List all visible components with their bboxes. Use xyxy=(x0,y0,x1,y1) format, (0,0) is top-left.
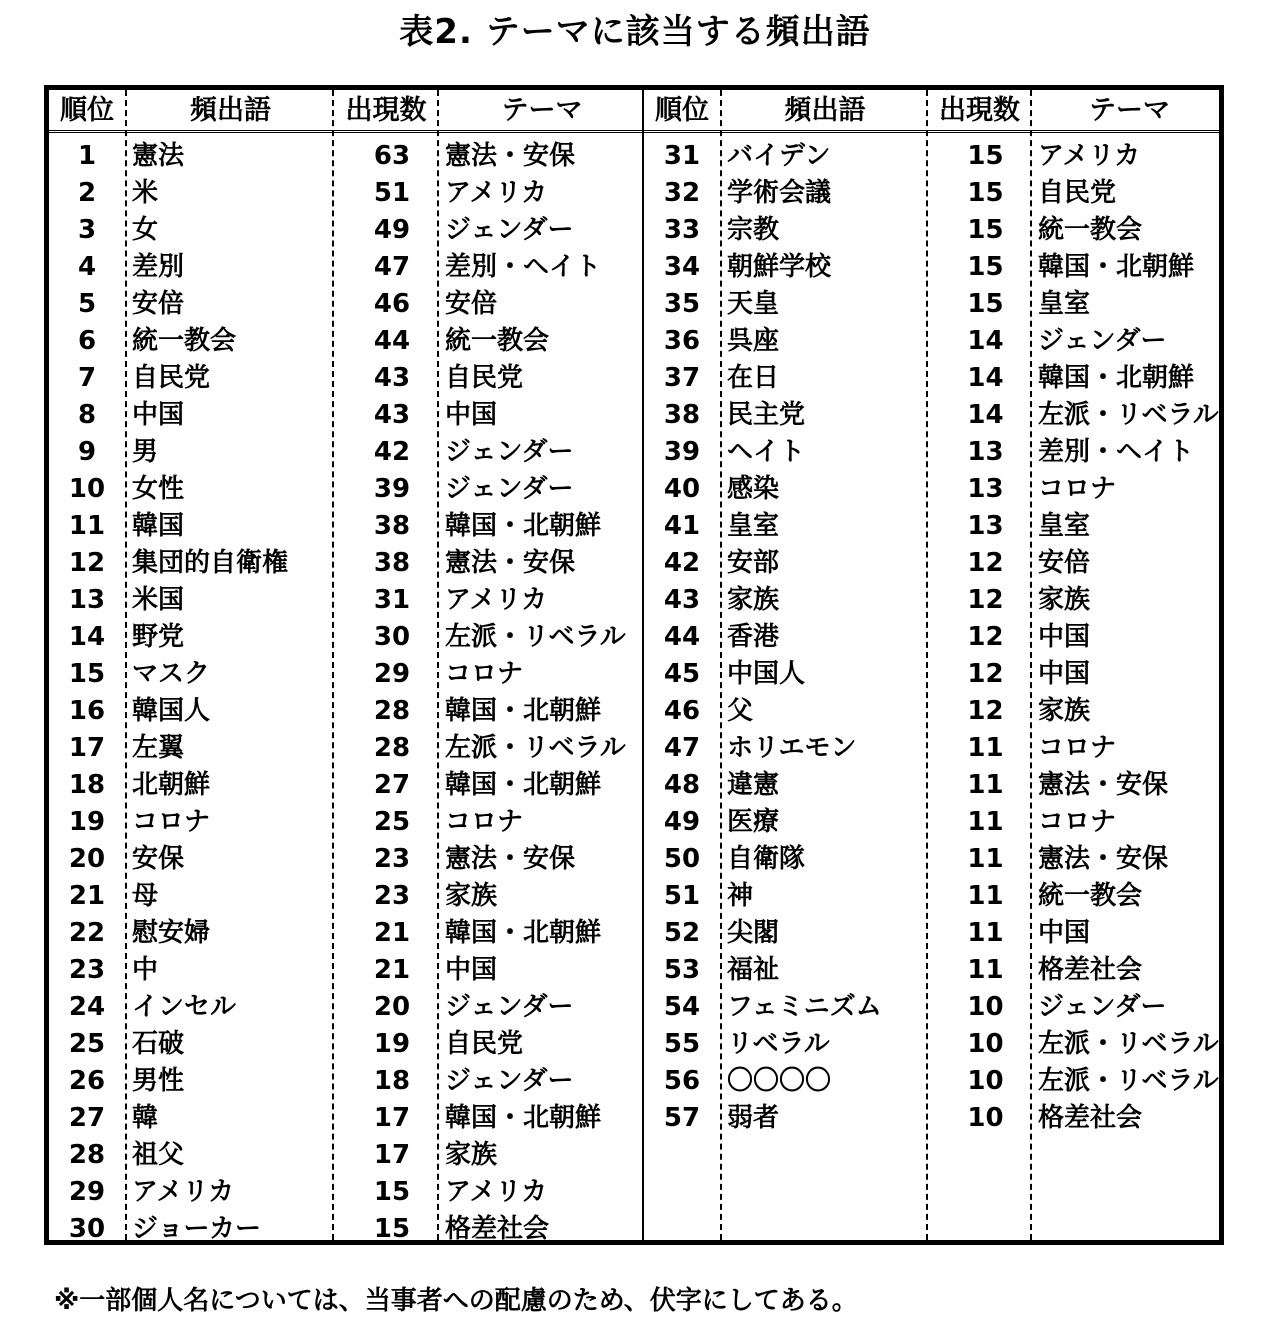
count-cell: 10 xyxy=(967,1066,1004,1096)
word-cell: 男 xyxy=(132,437,159,467)
theme-cell: 韓国・北朝鮮 xyxy=(445,918,602,948)
word-cell: 男性 xyxy=(132,1066,185,1096)
rank-cell: 55 xyxy=(663,1029,701,1059)
rank-cell: 6 xyxy=(77,326,97,356)
count-cell: 12 xyxy=(967,585,1004,615)
rank-cell: 37 xyxy=(663,363,701,393)
rank-cell: 13 xyxy=(68,585,106,615)
count-cell: 46 xyxy=(373,289,411,319)
table-row xyxy=(49,1137,1219,1174)
rank-cell: 51 xyxy=(663,881,701,911)
theme-cell: 憲法・安保 xyxy=(1038,844,1169,874)
rank-cell: 25 xyxy=(68,1029,106,1059)
count-cell: 15 xyxy=(967,178,1004,208)
rank-cell: 2 xyxy=(77,178,97,208)
word-cell: 宗教 xyxy=(727,215,780,245)
count-cell: 15 xyxy=(967,141,1004,171)
rank-cell: 45 xyxy=(663,659,701,689)
rank-cell: 53 xyxy=(663,955,701,985)
rank-cell: 19 xyxy=(68,807,106,837)
theme-cell: アメリカ xyxy=(1038,141,1141,171)
word-cell: 女 xyxy=(132,215,159,245)
theme-cell: 安倍 xyxy=(1038,548,1091,578)
theme-cell: 韓国・北朝鮮 xyxy=(445,696,602,726)
count-cell: 15 xyxy=(967,289,1004,319)
theme-cell: 中国 xyxy=(1038,622,1091,652)
table-row xyxy=(49,767,1219,804)
table-row xyxy=(49,656,1219,693)
theme-header: テーマ xyxy=(501,95,583,126)
theme-cell: ジェンダー xyxy=(445,474,574,504)
rank-cell: 12 xyxy=(68,548,106,578)
word-cell: 統一教会 xyxy=(132,326,237,356)
rank-cell: 32 xyxy=(663,178,701,208)
count-cell: 12 xyxy=(967,659,1004,689)
word-header: 頻出語 xyxy=(190,95,271,126)
word-cell: 差別 xyxy=(132,252,185,282)
table-row xyxy=(49,286,1219,323)
word-cell: アメリカ xyxy=(132,1177,235,1207)
count-cell: 49 xyxy=(373,215,411,245)
theme-cell: 皇室 xyxy=(1038,289,1091,319)
count-cell: 28 xyxy=(373,733,411,763)
count-cell: 31 xyxy=(373,585,411,615)
rank-cell: 39 xyxy=(663,437,701,467)
word-cell: 自衛隊 xyxy=(727,844,806,874)
rank-cell: 43 xyxy=(663,585,701,615)
rank-cell: 4 xyxy=(77,252,97,282)
table-row xyxy=(49,1100,1219,1137)
word-cell: 女性 xyxy=(132,474,185,504)
word-cell: 韓 xyxy=(132,1103,159,1133)
count-cell: 23 xyxy=(373,881,411,911)
rank-cell: 14 xyxy=(68,622,106,652)
rank-cell: 23 xyxy=(68,955,106,985)
word-cell: 韓国 xyxy=(132,511,185,541)
count-header: 出現数 xyxy=(939,95,1020,126)
rank-cell: 36 xyxy=(663,326,701,356)
table-row xyxy=(49,360,1219,397)
table-title: 表2. テーマに該当する頻出語 xyxy=(399,12,871,52)
theme-cell: 中国 xyxy=(445,955,498,985)
rank-cell: 11 xyxy=(68,511,106,541)
word-cell: ヘイト xyxy=(727,437,806,467)
word-cell: 中 xyxy=(132,955,159,985)
word-cell: 慰安婦 xyxy=(132,918,211,948)
rank-header: 順位 xyxy=(60,95,114,126)
word-cell: 母 xyxy=(132,881,159,911)
word-cell: 祖父 xyxy=(132,1140,185,1170)
rank-cell: 8 xyxy=(77,400,97,430)
rank-cell: 3 xyxy=(77,215,97,245)
word-header: 頻出語 xyxy=(784,95,866,126)
theme-cell: 韓国・北朝鮮 xyxy=(445,511,602,541)
rank-cell: 10 xyxy=(68,474,106,504)
count-cell: 20 xyxy=(373,992,411,1022)
word-cell: 安部 xyxy=(727,548,780,578)
word-cell: 神 xyxy=(727,881,754,911)
rank-cell: 49 xyxy=(663,807,701,837)
table-row xyxy=(49,1174,1219,1211)
footnote: ※一部個人名については、当事者への配慮のため、伏字にしてある。 xyxy=(54,1286,858,1316)
theme-cell: 左派・リベラル xyxy=(445,622,626,652)
theme-cell: 統一教会 xyxy=(445,326,550,356)
theme-cell: 憲法・安保 xyxy=(445,141,576,171)
word-cell: 在日 xyxy=(727,363,780,393)
count-cell: 38 xyxy=(373,548,411,578)
rank-cell: 22 xyxy=(68,918,106,948)
table-row xyxy=(49,397,1219,434)
word-cell: 学術会議 xyxy=(727,178,832,208)
rank-cell: 7 xyxy=(77,363,97,393)
theme-cell: 韓国・北朝鮮 xyxy=(445,1103,602,1133)
word-cell: 朝鮮学校 xyxy=(727,252,832,282)
table-row xyxy=(49,471,1219,508)
table-row xyxy=(49,915,1219,952)
theme-cell: 家族 xyxy=(445,881,498,911)
count-cell: 14 xyxy=(967,363,1004,393)
word-cell: 北朝鮮 xyxy=(132,770,211,800)
count-cell: 21 xyxy=(373,918,411,948)
rank-cell: 44 xyxy=(663,622,701,652)
table-row xyxy=(49,1063,1219,1100)
count-cell: 14 xyxy=(967,400,1004,430)
theme-cell: 憲法・安保 xyxy=(1038,770,1169,800)
count-cell: 44 xyxy=(373,326,411,356)
rank-header: 順位 xyxy=(655,95,709,126)
rank-cell: 27 xyxy=(68,1103,106,1133)
word-cell: 自民党 xyxy=(132,363,211,393)
rank-cell: 50 xyxy=(663,844,701,874)
frequent-words-table xyxy=(44,85,1224,1245)
theme-cell: 安倍 xyxy=(445,289,498,319)
word-cell: 中国人 xyxy=(727,659,806,689)
count-cell: 15 xyxy=(373,1214,411,1244)
count-cell: 30 xyxy=(373,622,411,652)
rank-cell: 17 xyxy=(68,733,106,763)
table-row xyxy=(49,1026,1219,1063)
theme-cell: 中国 xyxy=(1038,659,1091,689)
count-cell: 63 xyxy=(373,141,411,171)
word-cell: 尖閣 xyxy=(727,918,780,948)
count-cell: 10 xyxy=(967,1103,1004,1133)
rank-cell: 35 xyxy=(663,289,701,319)
count-cell: 11 xyxy=(967,955,1004,985)
table-row xyxy=(49,989,1219,1026)
count-cell: 13 xyxy=(967,511,1004,541)
theme-cell: コロナ xyxy=(445,659,524,689)
theme-cell: ジェンダー xyxy=(445,1066,574,1096)
rank-cell: 52 xyxy=(663,918,701,948)
theme-cell: 自民党 xyxy=(445,363,524,393)
word-cell: 安保 xyxy=(132,844,185,874)
word-cell: 憲法 xyxy=(132,141,185,171)
count-cell: 15 xyxy=(967,252,1004,282)
theme-cell: 統一教会 xyxy=(1038,215,1143,245)
rank-cell: 42 xyxy=(663,548,701,578)
theme-cell: 憲法・安保 xyxy=(445,548,576,578)
table-row xyxy=(49,582,1219,619)
theme-cell: 左派・リベラル xyxy=(1038,400,1219,430)
rank-cell: 5 xyxy=(77,289,97,319)
table-row xyxy=(49,545,1219,582)
count-header: 出現数 xyxy=(345,95,427,126)
count-cell: 23 xyxy=(373,844,411,874)
word-cell: ジョーカー xyxy=(132,1214,261,1244)
theme-cell: 中国 xyxy=(1038,918,1091,948)
table-row xyxy=(49,878,1219,915)
rank-cell: 1 xyxy=(77,141,97,171)
count-cell: 17 xyxy=(373,1140,411,1170)
count-cell: 15 xyxy=(373,1177,411,1207)
table-row xyxy=(49,804,1219,841)
count-cell: 29 xyxy=(373,659,411,689)
theme-cell: 家族 xyxy=(445,1140,498,1170)
theme-cell: 差別・ヘイト xyxy=(445,252,602,282)
rank-cell: 21 xyxy=(68,881,106,911)
rank-cell: 54 xyxy=(663,992,701,1022)
word-cell: 弱者 xyxy=(727,1103,780,1133)
count-cell: 15 xyxy=(967,215,1004,245)
rank-cell: 30 xyxy=(68,1214,106,1244)
rank-cell: 48 xyxy=(663,770,701,800)
rank-cell: 31 xyxy=(663,141,701,171)
word-cell: 呉座 xyxy=(727,326,780,356)
theme-cell: コロナ xyxy=(1038,807,1117,837)
word-cell: 左翼 xyxy=(132,733,185,763)
theme-cell: ジェンダー xyxy=(1038,326,1167,356)
count-cell: 18 xyxy=(373,1066,411,1096)
count-cell: 11 xyxy=(967,770,1004,800)
theme-cell: ジェンダー xyxy=(445,437,574,467)
rank-cell: 46 xyxy=(663,696,701,726)
word-cell: 香港 xyxy=(727,622,780,652)
count-cell: 28 xyxy=(373,696,411,726)
count-cell: 11 xyxy=(967,918,1004,948)
theme-cell: 格差社会 xyxy=(1038,1103,1143,1133)
word-cell: 違憲 xyxy=(727,770,780,800)
theme-cell: 格差社会 xyxy=(1038,955,1143,985)
theme-cell: 差別・ヘイト xyxy=(1038,437,1195,467)
word-cell: 天皇 xyxy=(727,289,780,319)
theme-cell: 左派・リベラル xyxy=(1038,1029,1219,1059)
theme-cell: 自民党 xyxy=(445,1029,524,1059)
theme-cell: アメリカ xyxy=(445,178,548,208)
theme-cell: 韓国・北朝鮮 xyxy=(1038,363,1195,393)
rank-cell: 56 xyxy=(663,1066,701,1096)
theme-cell: ジェンダー xyxy=(1038,992,1167,1022)
table-row xyxy=(49,508,1219,545)
table-row xyxy=(49,841,1219,878)
count-cell: 11 xyxy=(967,844,1004,874)
theme-cell: 自民党 xyxy=(1038,178,1117,208)
theme-cell: 憲法・安保 xyxy=(445,844,576,874)
count-cell: 13 xyxy=(967,437,1004,467)
rank-cell: 38 xyxy=(663,400,701,430)
table-row xyxy=(49,249,1219,286)
word-cell: 父 xyxy=(727,696,754,726)
count-cell: 43 xyxy=(373,363,411,393)
word-cell: 家族 xyxy=(727,585,780,615)
word-cell: ホリエモン xyxy=(727,733,857,763)
count-cell: 12 xyxy=(967,622,1004,652)
table-row xyxy=(49,730,1219,767)
rank-cell: 15 xyxy=(68,659,106,689)
word-cell: 〇〇〇〇 xyxy=(727,1066,832,1096)
word-cell: 米国 xyxy=(132,585,185,615)
count-cell: 25 xyxy=(373,807,411,837)
word-cell: バイデン xyxy=(727,141,831,171)
theme-cell: コロナ xyxy=(1038,733,1117,763)
theme-cell: 統一教会 xyxy=(1038,881,1143,911)
theme-cell: アメリカ xyxy=(445,585,548,615)
table-row xyxy=(49,212,1219,249)
rank-cell: 47 xyxy=(663,733,701,763)
word-cell: 皇室 xyxy=(727,511,780,541)
count-cell: 12 xyxy=(967,548,1004,578)
rank-cell: 24 xyxy=(68,992,106,1022)
theme-cell: 家族 xyxy=(1038,585,1091,615)
rank-cell: 40 xyxy=(663,474,701,504)
word-cell: リベラル xyxy=(727,1029,830,1059)
table-row xyxy=(49,693,1219,730)
rank-cell: 33 xyxy=(663,215,701,245)
theme-cell: 韓国・北朝鮮 xyxy=(445,770,602,800)
theme-cell: アメリカ xyxy=(445,1177,548,1207)
word-cell: インセル xyxy=(132,992,237,1022)
rank-cell: 29 xyxy=(68,1177,106,1207)
theme-cell: ジェンダー xyxy=(445,215,574,245)
word-cell: 中国 xyxy=(132,400,185,430)
count-cell: 10 xyxy=(967,1029,1004,1059)
theme-cell: 皇室 xyxy=(1038,511,1091,541)
word-cell: 民主党 xyxy=(727,400,806,430)
count-cell: 19 xyxy=(373,1029,411,1059)
table-row xyxy=(49,1211,1219,1248)
theme-header: テーマ xyxy=(1089,95,1170,126)
theme-cell: 家族 xyxy=(1038,696,1091,726)
word-cell: 米 xyxy=(132,178,159,208)
word-cell: 野党 xyxy=(132,622,185,652)
rank-cell: 20 xyxy=(68,844,106,874)
rank-cell: 9 xyxy=(77,437,97,467)
rank-cell: 34 xyxy=(663,252,701,282)
theme-cell: 韓国・北朝鮮 xyxy=(1038,252,1195,282)
count-cell: 47 xyxy=(373,252,411,282)
table-row xyxy=(49,138,1219,175)
theme-cell: コロナ xyxy=(445,807,524,837)
word-cell: 感染 xyxy=(727,474,780,504)
table-row xyxy=(49,175,1219,212)
count-cell: 11 xyxy=(967,807,1004,837)
count-cell: 13 xyxy=(967,474,1004,504)
rank-cell: 28 xyxy=(68,1140,106,1170)
word-cell: フェミニズム xyxy=(727,992,882,1022)
rank-cell: 18 xyxy=(68,770,106,800)
count-cell: 39 xyxy=(373,474,411,504)
theme-cell: コロナ xyxy=(1038,474,1117,504)
word-cell: 医療 xyxy=(727,807,780,837)
theme-cell: 左派・リベラル xyxy=(445,733,626,763)
rank-cell: 57 xyxy=(663,1103,701,1133)
word-cell: 韓国人 xyxy=(132,696,211,726)
rank-cell: 16 xyxy=(68,696,106,726)
word-cell: 石破 xyxy=(132,1029,185,1059)
count-cell: 11 xyxy=(967,733,1004,763)
word-cell: 集団的自衛権 xyxy=(132,548,289,578)
theme-cell: 左派・リベラル xyxy=(1038,1066,1219,1096)
count-cell: 10 xyxy=(967,992,1004,1022)
theme-cell: 中国 xyxy=(445,400,498,430)
count-cell: 51 xyxy=(373,178,411,208)
word-cell: 福祉 xyxy=(727,955,780,985)
rank-cell: 26 xyxy=(68,1066,106,1096)
table-row xyxy=(49,952,1219,989)
table-row xyxy=(49,434,1219,471)
count-cell: 14 xyxy=(967,326,1004,356)
count-cell: 27 xyxy=(373,770,411,800)
count-cell: 11 xyxy=(967,881,1004,911)
table-row xyxy=(49,323,1219,360)
count-cell: 21 xyxy=(373,955,411,985)
word-cell: 安倍 xyxy=(132,289,185,319)
count-cell: 42 xyxy=(373,437,411,467)
rank-cell: 41 xyxy=(663,511,701,541)
word-cell: マスク xyxy=(132,659,211,689)
count-cell: 12 xyxy=(967,696,1004,726)
theme-cell: 格差社会 xyxy=(445,1214,550,1244)
count-cell: 38 xyxy=(373,511,411,541)
table-row xyxy=(49,619,1219,656)
count-cell: 43 xyxy=(373,400,411,430)
count-cell: 17 xyxy=(373,1103,411,1133)
theme-cell: ジェンダー xyxy=(445,992,574,1022)
word-cell: コロナ xyxy=(132,807,211,837)
